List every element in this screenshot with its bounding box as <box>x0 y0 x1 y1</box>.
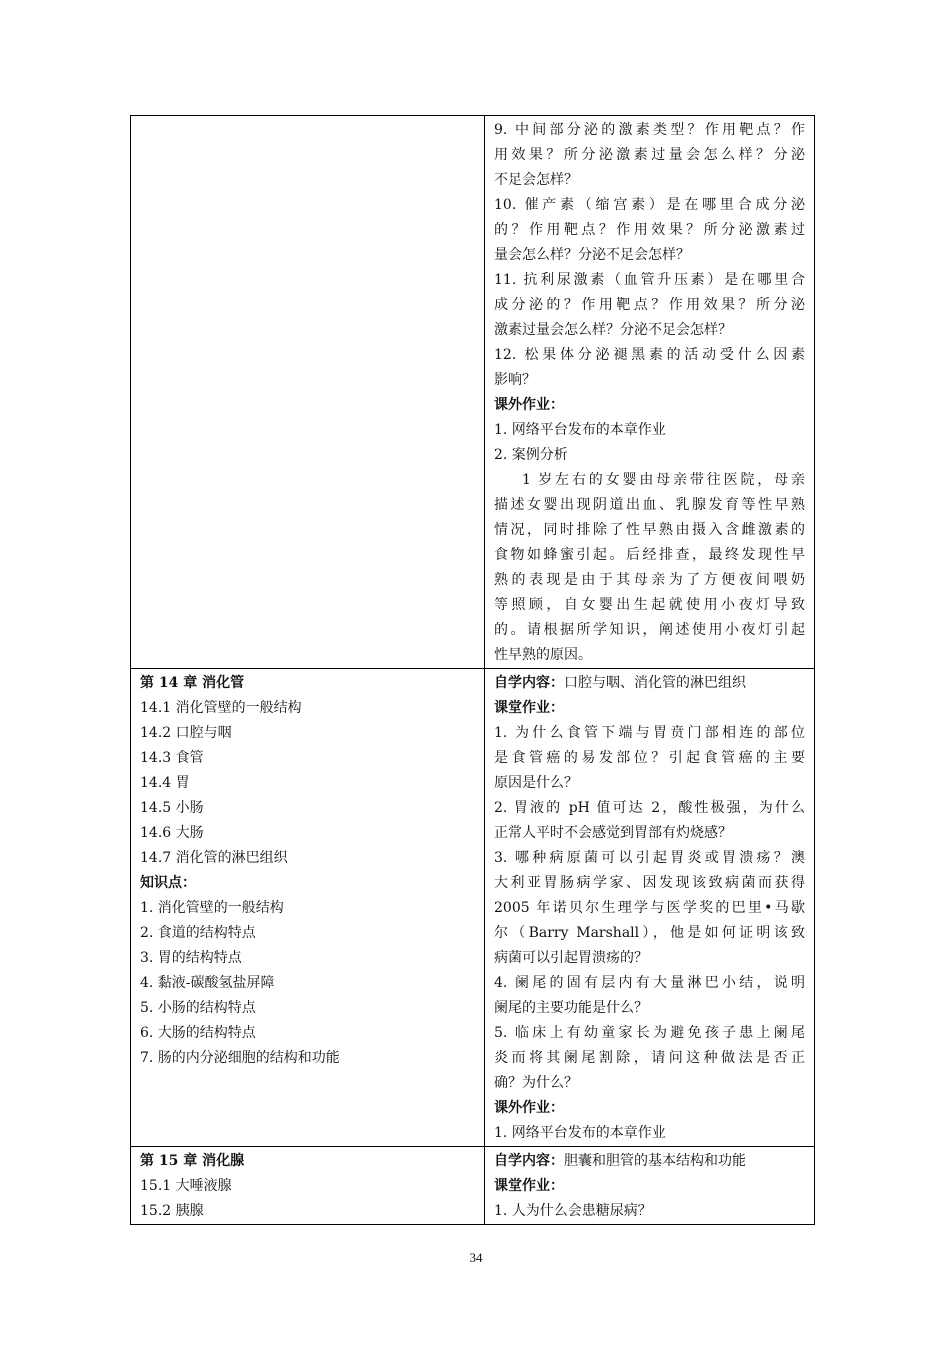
self-study-text: 胆囊和胆管的基本结构和功能 <box>564 1153 746 1169</box>
text-line: 情况，同时排除了性早熟由摄入含雌激素的 <box>494 522 805 538</box>
text-line: 阑尾的主要功能是什么？ <box>494 1000 648 1016</box>
text-line: 3. 胃的结构特点 <box>140 950 242 966</box>
row3-left-cell <box>131 1147 485 1225</box>
text-line: 用效果？所分泌激素过量会怎么样？分泌 <box>494 147 805 163</box>
row2-right-cell <box>485 669 815 1147</box>
table-row <box>131 116 815 669</box>
text-line: 性早熟的原因。 <box>494 647 592 663</box>
self-study-label: 自学内容： <box>494 1153 564 1169</box>
text-line: 2. 胃液的 pH 值可达 2，酸性极强，为什么 <box>494 800 805 816</box>
self-study-text: 口腔与咽、消化管的淋巴组织 <box>564 675 746 691</box>
row2-left-lines <box>140 671 475 1071</box>
text-line: 病菌可以引起胃溃疡的？ <box>494 950 648 966</box>
text-line: 1. 为什么食管下端与胃贲门部相连的部位 <box>494 725 805 741</box>
row2-left-cell <box>131 669 485 1147</box>
row3-right-lines <box>494 1174 805 1224</box>
text-line: 5. 小肠的结构特点 <box>140 1000 256 1016</box>
text-line: 熟的表现是由于其母亲为了方便夜间喂奶 <box>494 572 805 588</box>
section-heading: 课外作业： <box>494 397 564 413</box>
text-line: 大利亚胃肠病学家、因发现该致病菌而获得 <box>494 875 805 891</box>
text-line: 是食管癌的易发部位？引起食管癌的主要 <box>494 750 805 766</box>
text-line: 炎而将其阑尾割除，请问这种做法是否正 <box>494 1050 805 1066</box>
self-study-label: 自学内容： <box>494 675 564 691</box>
section-heading: 课堂作业： <box>494 1178 564 1194</box>
row1-right-lines <box>494 118 805 668</box>
text-line: 尔（Barry Marshall），他是如何证明该致 <box>494 925 805 941</box>
row3-right-cell <box>485 1147 815 1225</box>
self-study-line <box>494 1149 805 1174</box>
text-line: 激素过量会怎么样？分泌不足会怎样？ <box>494 322 732 338</box>
text-line: 1 岁左右的女婴由母亲带往医院，母亲 <box>522 472 805 488</box>
text-line: 原因是什么？ <box>494 775 578 791</box>
text-line: 4. 阑尾的固有层内有大量淋巴小结，说明 <box>494 975 805 991</box>
text-line: 11. 抗利尿激素（血管升压素）是在哪里合 <box>494 272 805 288</box>
text-line: 正常人平时不会感觉到胃部有灼烧感？ <box>494 825 732 841</box>
page-number: 34 <box>469 1250 483 1265</box>
text-line: 量会怎么样？分泌不足会怎样？ <box>494 247 690 263</box>
section-heading: 第 15 章 消化腺 <box>140 1153 245 1169</box>
text-line: 7. 肠的内分泌细胞的结构和功能 <box>140 1050 340 1066</box>
text-line: 14.2 口腔与咽 <box>140 725 232 741</box>
text-line: 5. 临床上有幼童家长为避免孩子患上阑尾 <box>494 1025 805 1041</box>
text-line: 4. 黏液-碳酸氢盐屏障 <box>140 975 275 991</box>
text-line: 食物如蜂蜜引起。后经排查，最终发现性早 <box>494 547 805 563</box>
row1-left-cell <box>131 116 485 669</box>
text-line: 15.1 大唾液腺 <box>140 1178 232 1194</box>
text-line: 3. 哪种病原菌可以引起胃炎或胃溃疡？澳 <box>494 850 805 866</box>
syllabus-table <box>130 115 815 1225</box>
text-line: 12. 松果体分泌褪黑素的活动受什么因素 <box>494 347 805 363</box>
text-line: 的。请根据所学知识，阐述使用小夜灯引起 <box>494 622 805 638</box>
text-line: 成分泌的？作用靶点？作用效果？所分泌 <box>494 297 805 313</box>
text-line: 15.2 胰腺 <box>140 1203 204 1219</box>
text-line: 影响？ <box>494 372 536 388</box>
table-row <box>131 669 815 1147</box>
text-line: 2. 食道的结构特点 <box>140 925 256 941</box>
text-line: 14.6 大肠 <box>140 825 204 841</box>
text-line: 9. 中间部分泌的激素类型？作用靶点？作 <box>494 122 805 138</box>
row2-right-lines <box>494 696 805 1146</box>
text-line: 10. 催产素（缩宫素）是在哪里合成分泌 <box>494 197 805 213</box>
text-line: 确？为什么？ <box>494 1075 578 1091</box>
section-heading: 课外作业： <box>494 1100 564 1116</box>
text-line: 14.1 消化管壁的一般结构 <box>140 700 302 716</box>
section-heading: 课堂作业： <box>494 700 564 716</box>
text-line: 的？作用靶点？作用效果？所分泌激素过 <box>494 222 805 238</box>
text-line: 描述女婴出现阴道出血、乳腺发育等性早熟 <box>494 497 805 513</box>
text-line: 2005 年诺贝尔生理学与医学奖的巴里•马歇 <box>494 900 805 916</box>
text-line: 14.7 消化管的淋巴组织 <box>140 850 288 866</box>
text-line: 2. 案例分析 <box>494 447 568 463</box>
self-study-line <box>494 671 805 696</box>
row3-left-lines <box>140 1149 475 1224</box>
table-row <box>131 1147 815 1225</box>
text-line: 不足会怎样？ <box>494 172 578 188</box>
text-line: 14.5 小肠 <box>140 800 204 816</box>
text-line: 1. 网络平台发布的本章作业 <box>494 422 666 438</box>
section-heading: 知识点： <box>140 875 196 891</box>
text-line: 等照顾，自女婴出生起就使用小夜灯导致 <box>494 597 805 613</box>
text-line: 14.3 食管 <box>140 750 204 766</box>
text-line: 1. 人为什么会患糖尿病？ <box>494 1203 652 1219</box>
text-line: 1. 消化管壁的一般结构 <box>140 900 284 916</box>
text-line: 6. 大肠的结构特点 <box>140 1025 256 1041</box>
row1-right-cell <box>485 116 815 669</box>
text-line: 14.4 胃 <box>140 775 190 791</box>
text-line: 1. 网络平台发布的本章作业 <box>494 1125 666 1141</box>
section-heading: 第 14 章 消化管 <box>140 675 245 691</box>
